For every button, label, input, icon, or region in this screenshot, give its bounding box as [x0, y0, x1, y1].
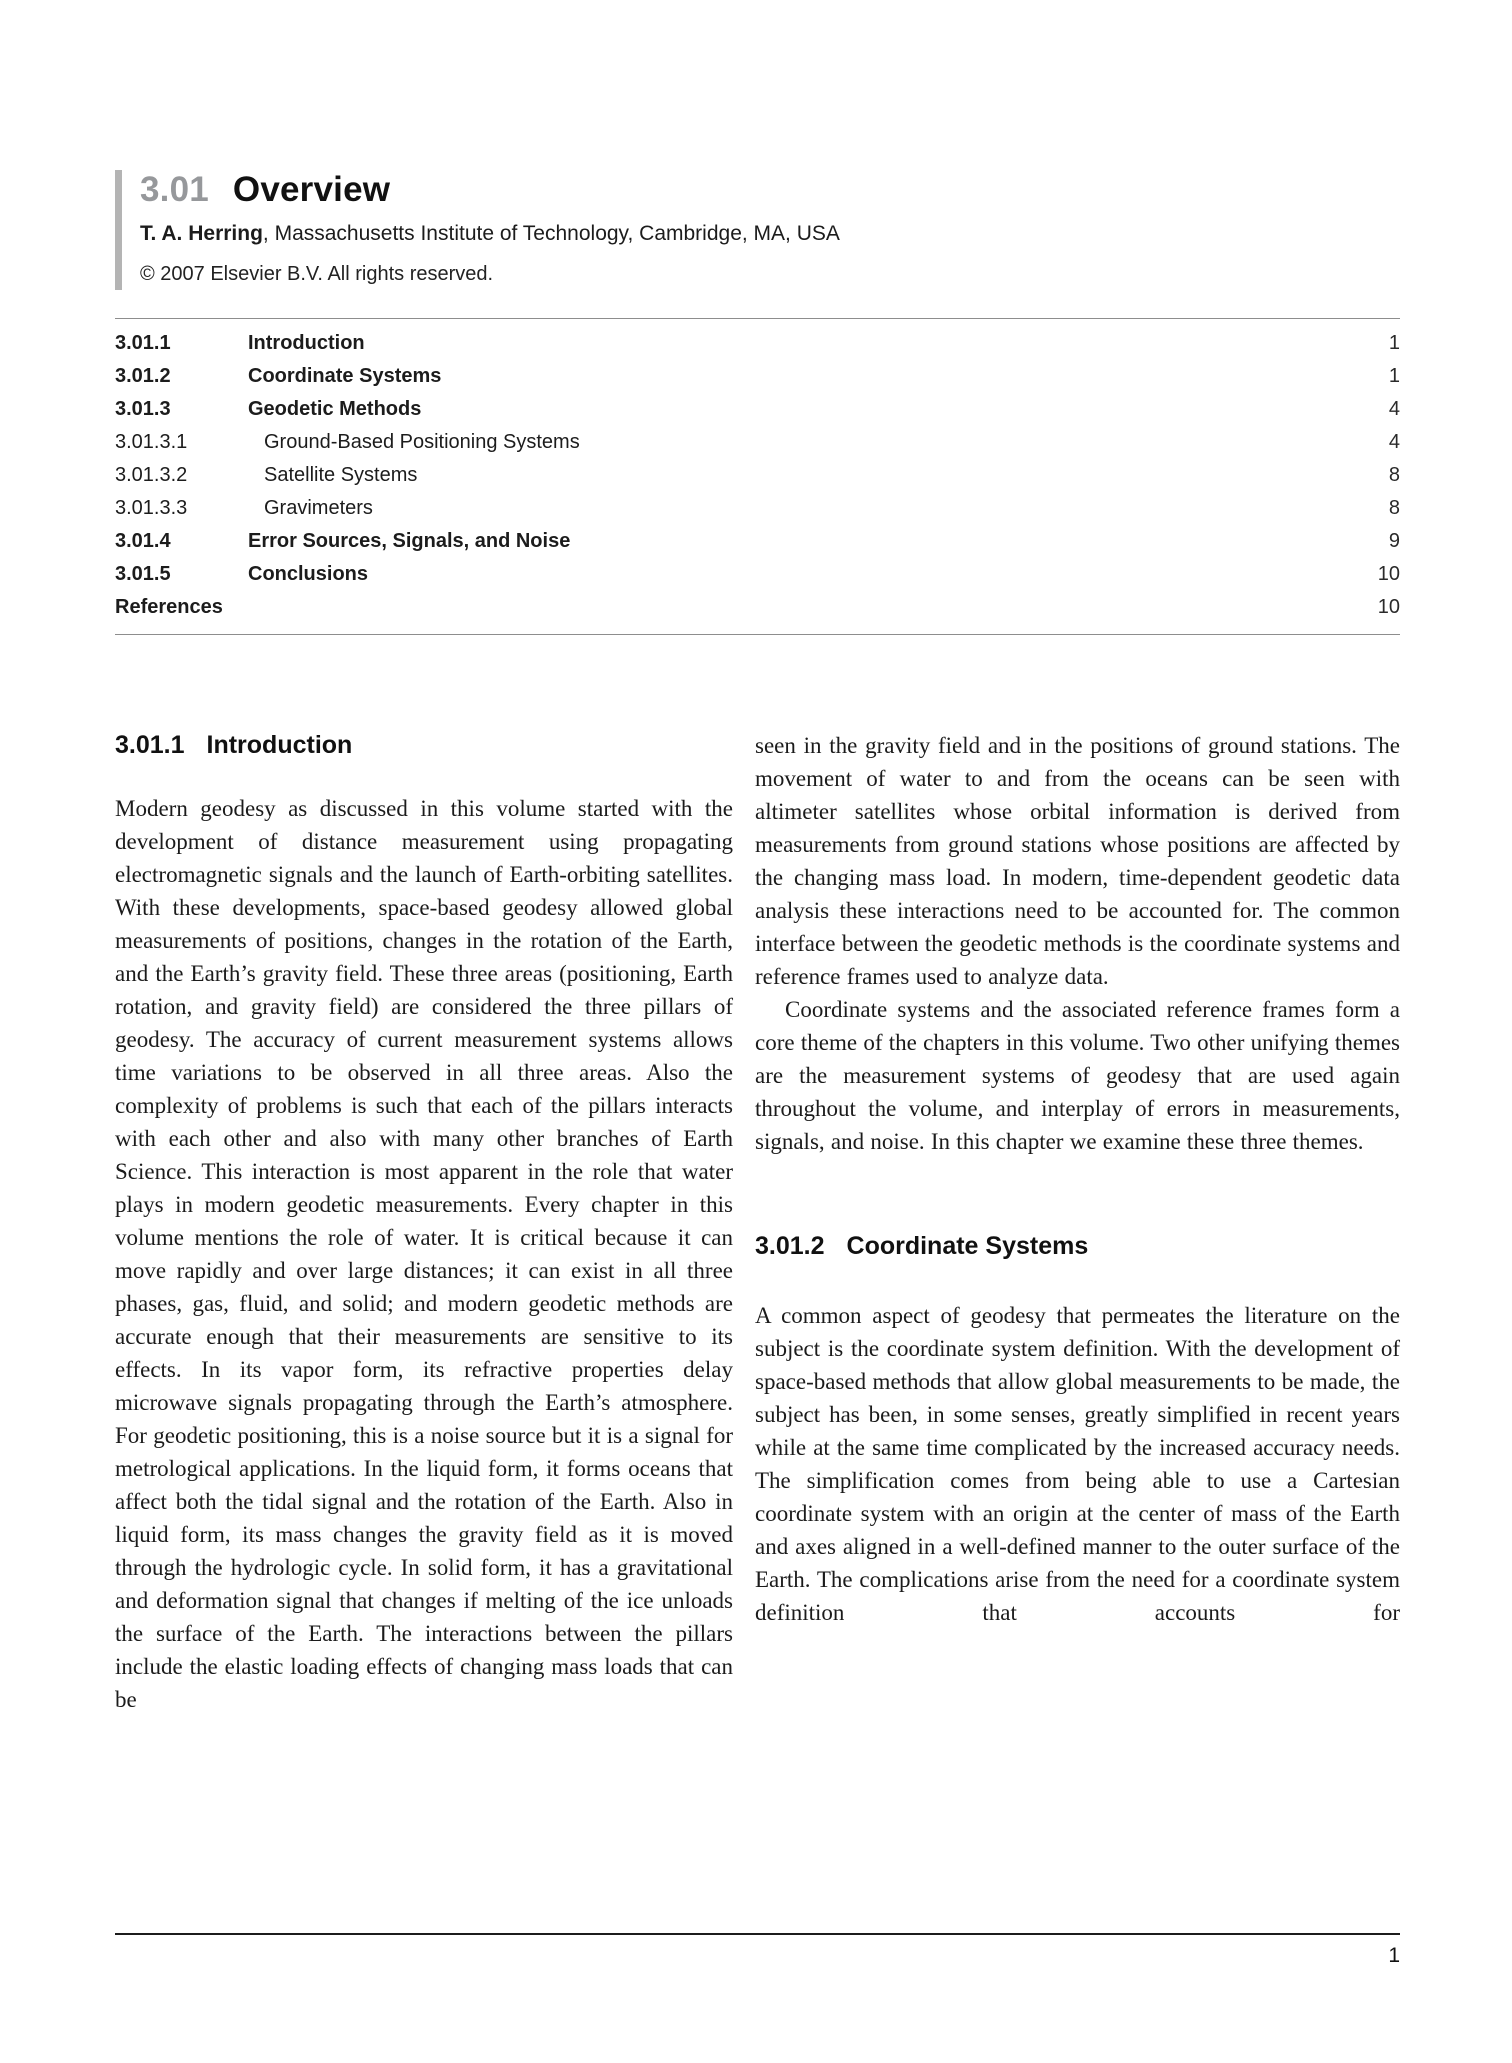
chapter-header [115, 170, 1400, 290]
toc-entry-page: 8 [1388, 464, 1400, 487]
paragraph: Coordinate systems and the associated reference frames form a core theme of the chapters in this volume. Two other unifying themes are the measurement systems of geodesy that are used again throughout the volume, and interplay of errors in measurements, signals, and noise. In this chapter we examine these three themes. [755, 997, 1400, 1155]
toc-row [115, 426, 1400, 459]
toc-entry-page: 9 [1388, 530, 1400, 553]
section-heading-coordinate-systems [755, 1230, 1400, 1263]
toc-row [115, 558, 1400, 591]
toc-row [115, 360, 1400, 393]
chapter-title [140, 170, 1400, 209]
toc-entry-page: 4 [1388, 431, 1400, 454]
toc-entry-number: References [115, 596, 223, 619]
toc-entry-number: 3.01.3.2 [115, 464, 188, 487]
author-line [140, 222, 1400, 246]
paragraph: seen in the gravity field and in the positions of ground stations. The movement of water to and from the oceans can be seen with altimeter satellites whose orbital information is derived from measurements from ground stations whose positions are affected by the changing mass load. In modern, time-dependent geodetic data analysis these interactions need to be accounted for. The common interface between the geodetic methods is the coordinate systems and reference frames used to analyze data. [755, 733, 1400, 990]
copyright-notice: © 2007 Elsevier B.V. All rights reserved. [140, 263, 494, 286]
toc-entry-title: Geodetic Methods [248, 398, 422, 421]
chapter-number: 3.01 [140, 170, 209, 209]
toc-entry-page: 1 [1388, 365, 1400, 388]
author-affiliation: , Massachusetts Institute of Technology, Cambridge, MA, USA [262, 222, 840, 246]
right-column [755, 729, 1400, 1716]
section-title: Introduction [206, 731, 353, 760]
toc-entry-title: Error Sources, Signals, and Noise [248, 530, 571, 553]
toc-entry-title: Satellite Systems [264, 464, 418, 487]
section-heading-introduction [115, 729, 733, 762]
table-of-contents [115, 318, 1400, 635]
section-number: 3.01.2 [755, 1232, 825, 1261]
toc-entry-title: Coordinate Systems [248, 365, 442, 388]
toc-entry-page: 4 [1388, 398, 1400, 421]
toc-entry-title: Gravimeters [264, 497, 373, 520]
section-number: 3.01.1 [115, 731, 185, 760]
toc-entry-title: Ground-Based Positioning Systems [264, 431, 580, 454]
toc-entry-page: 8 [1388, 497, 1400, 520]
page-footer [115, 1933, 1400, 1968]
toc-entry-page: 10 [1377, 563, 1400, 586]
author-name: T. A. Herring [140, 222, 263, 246]
section-title: Coordinate Systems [846, 1232, 1089, 1261]
page-number: 1 [1388, 1944, 1400, 1967]
left-column [115, 729, 733, 1716]
toc-row [115, 525, 1400, 558]
toc-entry-page: 1 [1388, 332, 1400, 355]
column-gutter [733, 729, 755, 1716]
paragraph: Modern geodesy as discussed in this volume started with the development of distance measurement using propagating electromagnetic signals and the launch of Earth-orbiting satellites. With these developments, space-based geodesy allowed global measurements of positions, changes in the rotation of the Earth, and the Earth’s gravity field. These three areas (positioning, Earth rotation, and gravity field) are considered the three pillars of geodesy. The accuracy of current measurement systems allows time variations to be observed in all three areas. Also the complexity of problems is such that each of the pillars interacts with each other and also with many other branches of Earth Science. This interaction is most apparent in the role that water plays in modern geodetic measurements. Every chapter in this volume mentions the role of water. It is critical because it can move rapidly and over large distances; it can exist in all three phases, gas, fluid, and solid; and modern geodetic methods are accurate enough that their measurements are sensitive to its effects. In its vapor form, its refractive properties delay microwave signals propagating through the Earth’s atmosphere. For geodetic positioning, this is a noise source but it is a signal for metrological applications. In the liquid form, it forms oceans that affect both the tidal signal and the rotation of the Earth. Also in liquid form, its mass changes the gravity field as it is moved through the hydrologic cycle. In solid form, it has a gravitational and deformation signal that changes if melting of the ice unloads the surface of the Earth. The interactions between the pillars include the elastic loading effects of changing mass loads that can be [115, 796, 733, 1713]
paragraph: A common aspect of geodesy that permeates the literature on the subject is the coordinate system definition. With the development of space-based methods that allow global measurements to be made, the subject has been, in some senses, greatly simplified in recent years while at the same time complicated by the increased accuracy needs. The simplification comes from being able to use a Cartesian coordinate system with an origin at the center of mass of the Earth and axes aligned in a well-defined manner to the outer surface of the Earth. The complications arise from the need for a coordinate system definition that accounts for [755, 1303, 1400, 1626]
toc-row [115, 459, 1400, 492]
toc-entry-number: 3.01.4 [115, 530, 171, 553]
toc-entry-title [248, 591, 1378, 624]
toc-row [115, 393, 1400, 426]
toc-entry-title: Conclusions [248, 563, 369, 586]
toc-row [115, 591, 1400, 624]
body-columns [115, 729, 1400, 1716]
toc-entry-number: 3.01.5 [115, 563, 171, 586]
page-content [115, 0, 1400, 1716]
toc-row [115, 327, 1400, 360]
toc-entry-page: 10 [1377, 596, 1400, 619]
toc-entry-number: 3.01.1 [115, 332, 171, 355]
toc-entry-title: Introduction [248, 332, 365, 355]
toc-entry-number: 3.01.3 [115, 398, 171, 421]
toc-entry-number: 3.01.3.3 [115, 497, 188, 520]
chapter-name: Overview [232, 170, 391, 209]
toc-row [115, 492, 1400, 525]
toc-entry-number: 3.01.2 [115, 365, 171, 388]
toc-entry-number: 3.01.3.1 [115, 431, 188, 454]
